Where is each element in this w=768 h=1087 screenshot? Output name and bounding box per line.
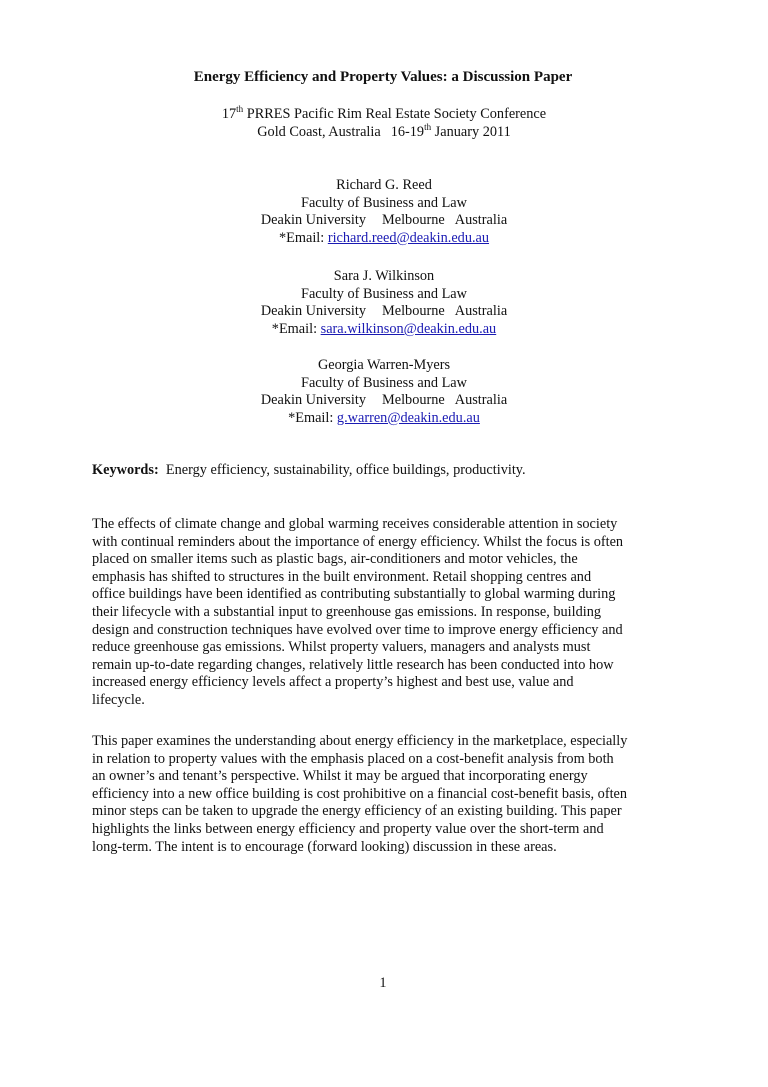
author-affiliation: Deakin University Melbourne Australia: [260, 392, 508, 409]
conference-info: [0, 106, 768, 141]
author-block-2: [0, 268, 768, 338]
paragraph-line: This paper examines the understanding about energy efficiency in the marketplace, especially: [92, 733, 628, 749]
keywords-text: Energy efficiency, sustainability, office buildings, productivity.: [165, 462, 526, 478]
paragraph-line: their lifecycle with a substantial input to greenhouse gas emissions. In response, building: [92, 603, 602, 620]
paper-title: Energy Efficiency and Property Values: a Discussion Paper: [193, 69, 573, 85]
keywords: [92, 462, 692, 480]
author-faculty: Faculty of Business and Law: [301, 285, 467, 302]
paragraph-line: design and construction techniques have evolved over time to improve energy efficiency and: [92, 621, 623, 638]
paragraph-line: in relation to property values with the emphasis placed on a cost-benefit analysis from both: [92, 750, 614, 767]
paragraph-line: remain up-to-date regarding changes, relatively little research has been conducted into how: [92, 656, 614, 673]
author-email-line: *Email: g.warren@deakin.edu.au: [288, 409, 480, 426]
author-faculty: Faculty of Business and Law: [301, 194, 467, 211]
abstract-paragraph-1: [92, 516, 692, 710]
author-name: Richard G. Reed: [336, 177, 432, 193]
author-email-line: *Email: richard.reed@deakin.edu.au: [278, 229, 490, 246]
author-name: Sara J. Wilkinson: [333, 268, 435, 284]
author-block-1: [0, 177, 768, 247]
author-email-link[interactable]: g.warren@deakin.edu.au: [336, 409, 480, 426]
paragraph-line: The effects of climate change and global warming receives considerable attention in society: [92, 516, 618, 532]
author-name: Georgia Warren-Myers: [317, 357, 451, 373]
paragraph-line: increased energy efficiency levels affect a property’s highest and best use, value and: [92, 674, 574, 691]
author-email-link[interactable]: sara.wilkinson@deakin.edu.au: [320, 320, 497, 337]
author-affiliation: Deakin University Melbourne Australia: [260, 303, 508, 320]
paragraph-line: with continual reminders about the importance of energy efficiency. Whilst the focus is often: [92, 533, 624, 550]
conference-name: 17th PRRES Pacific Rim Real Estate Society Conference: [221, 104, 547, 122]
author-email-link[interactable]: richard.reed@deakin.edu.au: [327, 229, 490, 246]
paragraph-line: office buildings have been identified as contributing substantially to global warming during: [92, 586, 616, 603]
paragraph-line: placed on smaller items such as plastic bags, air-conditioners and motor vehicles, the: [92, 551, 578, 568]
paragraph-line: highlights the links between energy efficiency and property value over the short-term and: [92, 820, 604, 837]
paragraph-line: an owner’s and tenant’s perspective. Whilst it may be argued that incorporating energy: [92, 768, 588, 785]
paragraph-line: efficiency into a new office building is cost prohibitive on a financial cost-benefit basis, often: [92, 785, 628, 802]
keywords-label: Keywords:: [92, 462, 159, 478]
abstract-paragraph-2: [92, 733, 692, 856]
author-affiliation: Deakin University Melbourne Australia: [260, 212, 508, 229]
paragraph-line: long-term. The intent is to encourage (forward looking) discussion in these areas.: [92, 838, 557, 855]
conference-location-date: Gold Coast, Australia 16-19th January 2011: [257, 121, 511, 140]
author-faculty: Faculty of Business and Law: [301, 374, 467, 391]
page-number: 1: [379, 975, 387, 991]
paragraph-line: reduce greenhouse gas emissions. Whilst property valuers, managers and analysts must: [92, 639, 591, 656]
paragraph-line: minor steps can be taken to upgrade the energy efficiency of an existing building. This paper: [92, 803, 622, 820]
author-block-3: [0, 357, 768, 427]
paragraph-line: lifecycle.: [92, 691, 145, 708]
author-email-line: *Email: sara.wilkinson@deakin.edu.au: [271, 320, 497, 337]
paragraph-line: emphasis has shifted to structures in the built environment. Retail shopping centres and: [92, 568, 592, 585]
